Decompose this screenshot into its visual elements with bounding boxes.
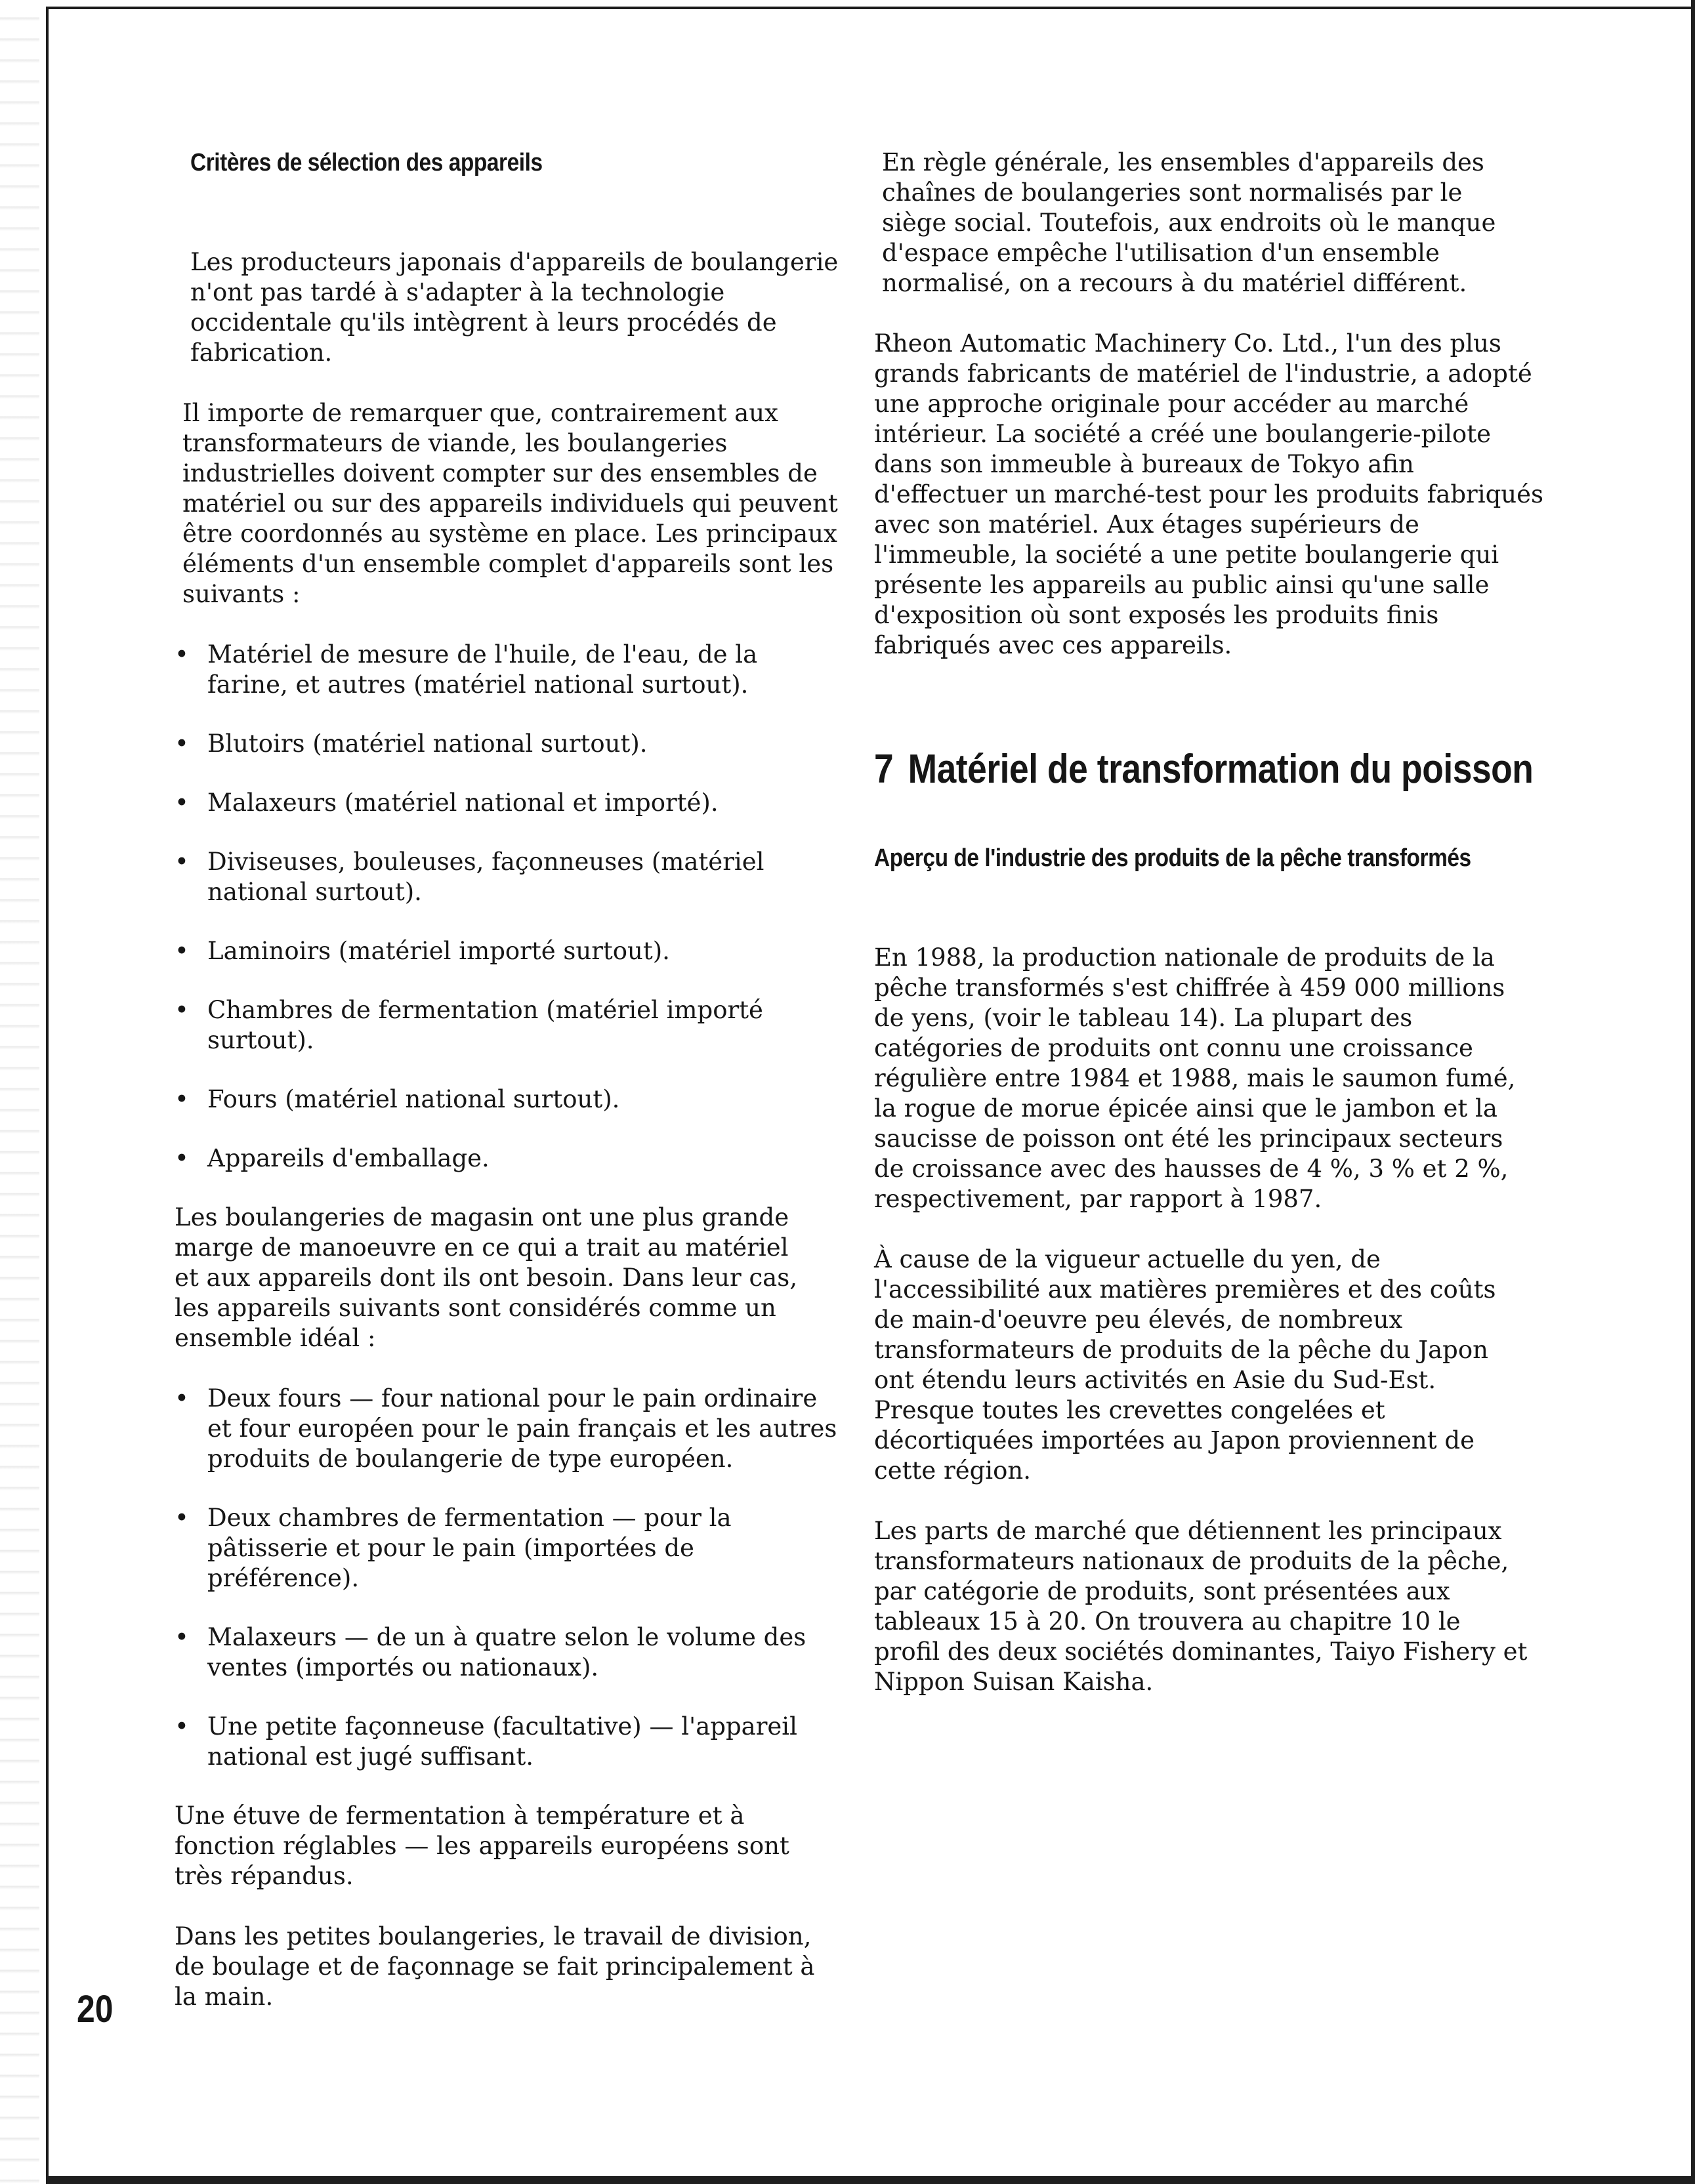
list-item: • Laminoirs (matériel importé surtout). [175, 936, 837, 966]
page-number: 20 [77, 1988, 114, 2030]
list-item: • Matériel de mesure de l'huile, de l'eau, de la farine, et autres (matériel national surtout). [175, 640, 798, 700]
paragraph-proofing-cabinet: Une étuve de fermentation à température et à fonction réglables — les appareils européens sont très répandus. [175, 1802, 789, 1890]
section-heading-fish-industry: Aperçu de l'industrie des produits de la pêche transformés [874, 844, 1471, 872]
list-item: • Malaxeurs (matériel national et importé). [175, 788, 837, 818]
list-item: • Une petite façonneuse (facultative) — l'appareil national est jugé suffisant. [175, 1712, 837, 1772]
list-item: • Malaxeurs — de un à quatre selon le volume des ventes (importés ou nationaux). [175, 1622, 837, 1683]
right-column [874, 148, 1557, 1697]
paragraph-industrial-bakeries: Il importe de remarquer que, contrairement aux transformateurs de viande, les boulangeries industrielles doivent compter sur des ensembles de matériel ou sur des appareils individuels qui peuvent être coordonnés au système en place. Les principaux éléments d'un ensemble complet d'appareils sont les suivants : [182, 399, 838, 608]
chapter-heading [874, 745, 1534, 794]
paragraph-retail-bakeries: Les boulangeries de magasin ont une plus grande marge de manoeuvre en ce qui a trait au matériel et aux appareils dont ils ont besoin. Dans leur cas, les appareils suivants sont considérés comme un ensemble idéal : [175, 1203, 797, 1352]
paragraph-rheon: Rheon Automatic Machinery Co. Ltd., l'un des plus grands fabricants de matériel de l'industrie, a adopté une approche originale pour accéder au marché intérieur. La société a créé une boulangerie-pilote dans son immeuble à bureaux de Tokyo afin d'effectuer un marché-test pour les produits fabriqués avec son matériel. Aux étages supérieurs de l'immeuble, la société a une petite boulangerie qui présente les appareils au public ainsi qu'une salle d'exposition où sont exposés les produits finis fabriqués avec ces appareils. [874, 329, 1543, 659]
list-item: • Appareils d'emballage. [175, 1144, 837, 1174]
paragraph-southeast-asia: À cause de la vigueur actuelle du yen, de l'accessibilité aux matières premières et des coûts de main-d'oeuvre peu élevés, de nombreux transformateurs de produits de la pêche du Japon ont étendu leurs activités en Asie du Sud-Est. Presque toutes les crevettes congelées et décortiquées importées au Japon proviennent de cette région. [874, 1245, 1496, 1485]
section-heading-selection-criteria: Critères de sélection des appareils [190, 149, 543, 176]
list-item: • Diviseuses, bouleuses, façonneuses (matériel national surtout). [175, 847, 798, 907]
chapter-number: 7 [874, 747, 894, 792]
ideal-set-list [175, 1384, 837, 1772]
equipment-list [175, 640, 837, 1174]
paragraph-market-shares: Les parts de marché que détiennent les principaux transformateurs nationaux de produits de la pêche, par catégorie de produits, sont présentées aux tableaux 15 à 20. On trouvera au chapitre 10 le profil des deux sociétés dominantes, Taiyo Fishery et Nippon Suisan Kaisha. [874, 1517, 1528, 1696]
list-item: • Deux fours — four national pour le pain ordinaire et four européen pour le pain français et les autres produits de boulangerie de type européen. [175, 1384, 837, 1474]
paragraph-small-bakeries: Dans les petites boulangeries, le travail de division, de boulage et de façonnage se fait principalement à la main. [175, 1922, 815, 2011]
paragraph-intro-producers: Les producteurs japonais d'appareils de boulangerie n'ont pas tardé à s'adapter à la technologie occidentale qu'ils intègrent à leurs procédés de fabrication. [190, 248, 839, 367]
list-item: • Chambres de fermentation (matériel importé surtout). [175, 995, 798, 1056]
left-column [175, 148, 837, 2012]
page-edge-bottom [46, 2176, 1695, 2184]
chapter-title: Matériel de transformation du poisson [908, 747, 1534, 792]
list-item: • Deux chambres de fermentation — pour la pâtisserie et pour le pain (importées de préférence). [175, 1503, 837, 1594]
paragraph-chain-bakeries: En règle générale, les ensembles d'appareils des chaînes de boulangeries sont normalisés par le siège social. Toutefois, aux endroits où le manque d'espace empêche l'utilisation d'un ensemble normalisé, on a recours à du matériel différent. [882, 148, 1496, 297]
list-item: • Fours (matériel national surtout). [175, 1084, 837, 1115]
list-item: • Blutoirs (matériel national surtout). [175, 729, 837, 759]
page-edge-right [1691, 0, 1695, 2184]
scan-margin-artifact [0, 0, 39, 2184]
paragraph-production-1988: En 1988, la production nationale de produits de la pêche transformés s'est chiffrée à 459 000 millions de yens, (voir le tableau 14). La plupart des catégories de produits ont connu une croissance régulière entre 1984 et 1988, mais le saumon fumé, la rogue de morue épicée ainsi que le jambon et la saucisse de poisson ont été les principaux secteurs de croissance avec des hausses de 4 %, 3 % et 2 %, respectivement, par rapport à 1987. [874, 943, 1516, 1213]
